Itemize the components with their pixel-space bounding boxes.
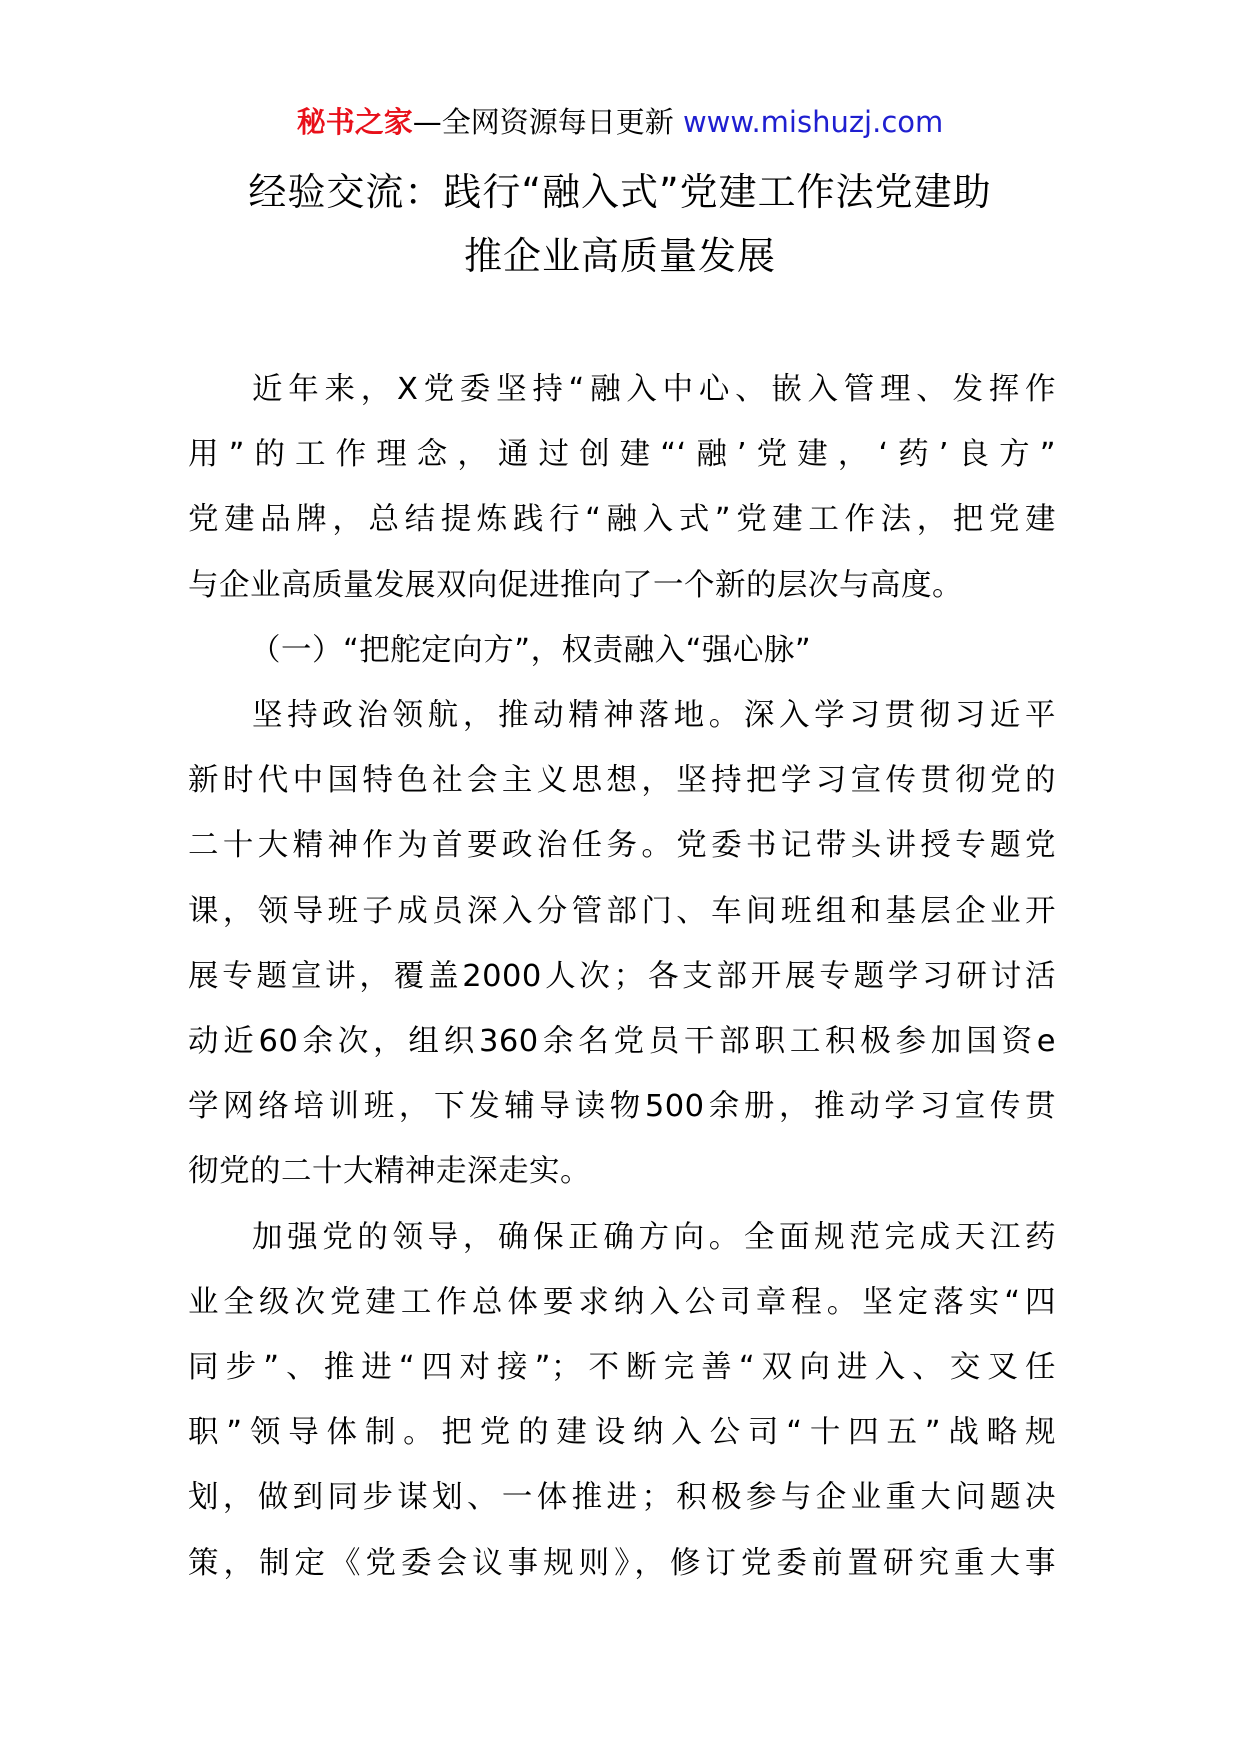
paragraph-line: 坚持政治领航，推动精神落地。深入学习贯彻习近平 [252,698,1056,734]
section-heading [188,618,1056,683]
paragraph-line: 党建品牌，总结提炼践行“融入式”党建工作法，把党建 [188,502,1056,538]
paragraph-line: 彻党的二十大精神走深走实。 [188,1154,591,1190]
paragraph-line: 业全级次党建工作总体要求纳入公司章程。坚定落实“四 [188,1284,1056,1320]
title-line: 推企业高质量发展 [463,234,776,278]
paragraph-line: 加强党的领导，确保正确方向。全面规范完成天江药 [252,1219,1056,1255]
title-line: 经验交流：践行“融入式”党建工作法党建助 [248,170,992,214]
paragraph-line: 策，制定《党委会议事规则》，修订党委前置研究重大事 [188,1545,1056,1581]
paragraph-line: 用”的工作理念，通过创建“‘融’党建，‘药’良方” [188,437,1056,473]
section-heading-text: （一）“把舵定向方”，权责融入“强心脉” [250,632,812,668]
document-title [150,160,1090,288]
paragraph-political-leadership [188,683,1056,1205]
paragraph-line: 课，领导班子成员深入分管部门、车间班组和基层企业开 [188,893,1056,929]
paragraph-line: 展专题宣讲，覆盖2000人次；各支部开展专题学习研讨活 [188,958,1056,994]
site-url-link[interactable]: www.mishuzj.com [682,105,944,139]
paragraph-line: 二十大精神作为首要政治任务。党委书记带头讲授专题党 [188,828,1056,864]
paragraph-line: 职”领导体制。把党的建设纳入公司“十四五”战略规 [188,1415,1056,1451]
paragraph-line: 划，做到同步谋划、一体推进；积极参与企业重大问题决 [188,1480,1056,1516]
paragraph-intro [188,357,1056,618]
paragraph-line: 新时代中国特色社会主义思想，坚持把学习宣传贯彻党的 [188,763,1056,799]
paragraph-line: 动近60余次，组织360余名党员干部职工积极参加国资e [188,1024,1056,1060]
paragraph-line: 同步”、推进“四对接”；不断完善“双向进入、交叉任 [188,1350,1056,1386]
paragraph-line: 近年来，X党委坚持“融入中心、嵌入管理、发挥作 [252,372,1056,407]
paragraph-party-leadership [188,1205,1056,1596]
paragraph-line: 学网络培训班，下发辅导读物500余册，推动学习宣传贯 [188,1089,1056,1125]
site-header [0,100,1240,144]
paragraph-line: 与企业高质量发展双向促进推向了一个新的层次与高度。 [188,567,963,603]
site-tagline: —全网资源每日更新 [412,105,683,139]
document-body [188,357,1056,1596]
site-name: 秘书之家 [296,105,413,139]
